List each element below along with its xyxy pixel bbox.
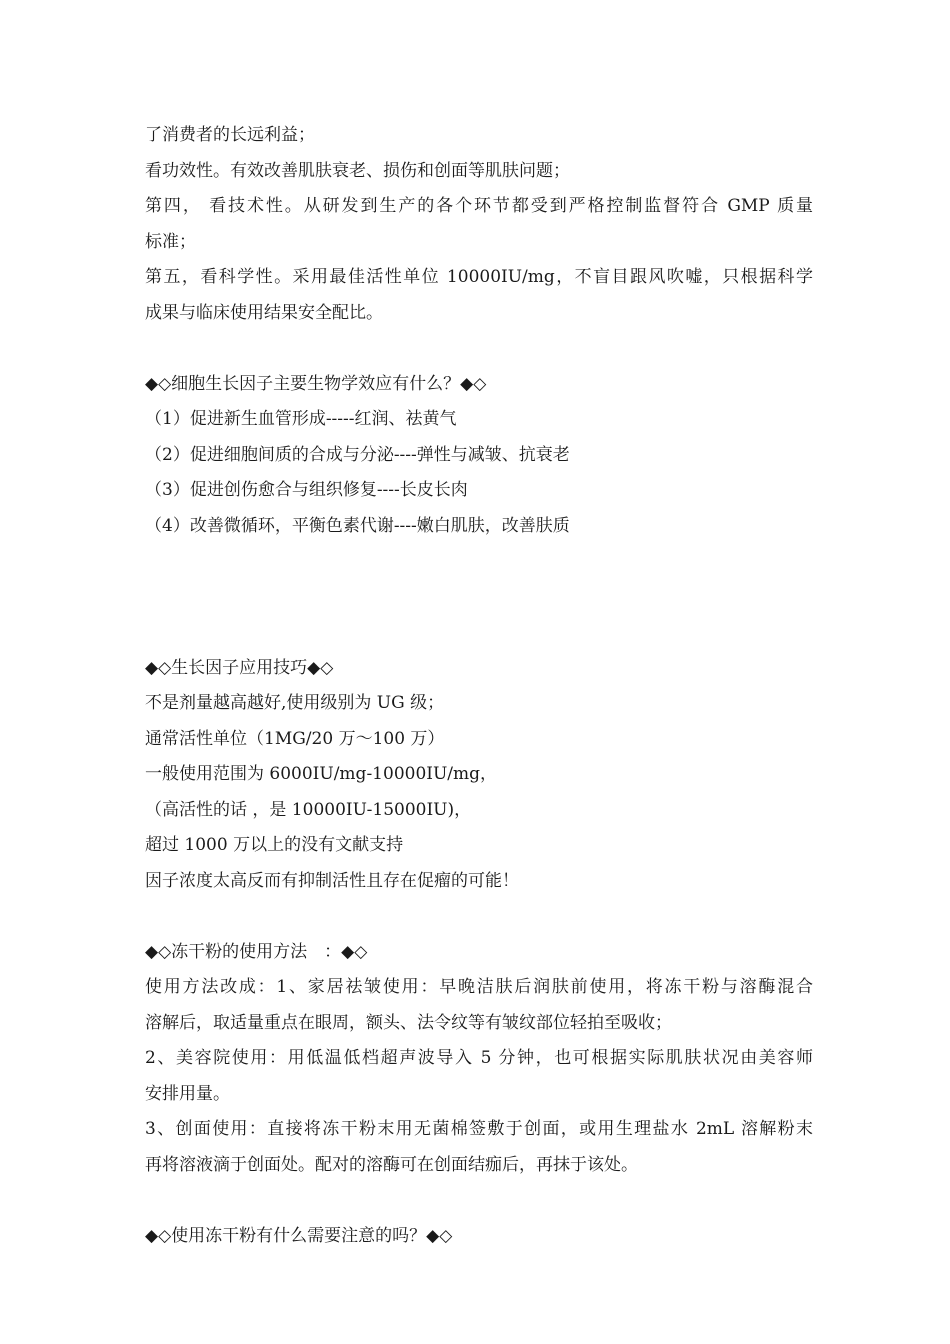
tips-line-6: 因子浓度太高反而有抑制活性且存在促瘤的可能！ (145, 870, 519, 891)
tips-line-3: 一般使用范围为 6000IU/mg-10000IU/mg， (145, 764, 498, 784)
usage-line-3: 2、美容院使用：用低温低档超声波导入 5 分钟，也可根据实际肌肤状况由美容师 (145, 1048, 813, 1068)
intro-line-2: 看功效性。有效改善肌肤衰老、损伤和创面等肌肤问题； (145, 160, 570, 181)
intro-line-1: 了消费者的长远利益； (145, 125, 315, 145)
spacer (145, 331, 813, 367)
document-page (145, 118, 813, 1254)
tips-line-2: 通常活性单位（1MG/20 万～100 万） (145, 728, 445, 749)
effects-item-2: （2）促进细胞间质的合成与分泌----弹性与减皱、抗衰老 (145, 444, 570, 465)
notes-heading: ◆◇使用冻干粉有什么需要注意的吗？◆◇ (145, 1225, 453, 1246)
effects-item-3: （3）促进创伤愈合与组织修复----长皮长肉 (145, 480, 468, 500)
usage-line-6: 再将溶液滴于创面处。配对的溶酶可在创面结痂后，再抹于该处。 (145, 1154, 638, 1175)
effects-item-4: （4）改善微循环，平衡色素代谢----嫩白肌肤，改善肤质 (145, 515, 570, 536)
intro-line-3: 第四， 看技术性。从研发到生产的各个环节都受到严格控制监督符合 GMP 质量 (145, 196, 813, 216)
spacer (145, 544, 813, 615)
usage-line-2: 溶解后，取适量重点在眼周，额头、法令纹等有皱纹部位轻拍至吸收； (145, 1012, 672, 1033)
effects-item-1: （1）促进新生血管形成-----红润、祛黄气 (145, 409, 457, 429)
tips-line-5: 超过 1000 万以上的没有文献支持 (145, 835, 404, 855)
spacer (145, 899, 813, 935)
spacer (145, 615, 813, 651)
usage-heading: ◆◇冻干粉的使用方法 ：◆◇ (145, 941, 368, 962)
intro-line-6: 成果与临床使用结果安全配比。 (145, 302, 383, 323)
tips-heading: ◆◇生长因子应用技巧◆◇ (145, 657, 334, 678)
intro-line-5: 第五，看科学性。采用最佳活性单位 10000IU/mg，不盲目跟风吹嘘，只根据科学 (145, 267, 813, 287)
intro-line-4: 标准； (145, 231, 196, 252)
usage-line-5: 3、创面使用：直接将冻干粉末用无菌棉签敷于创面，或用生理盐水 2mL 溶解粉末 (145, 1119, 813, 1139)
effects-heading: ◆◇细胞生长因子主要生物学效应有什么？◆◇ (145, 373, 487, 394)
tips-line-1: 不是剂量越高越好,使用级别为 UG 级； (145, 693, 445, 713)
spacer (145, 1183, 813, 1219)
tips-line-4: （高活性的话 ，是 10000IU-15000IU)， (145, 799, 472, 820)
usage-line-4: 安排用量。 (145, 1083, 230, 1104)
usage-line-1: 使用方法改成：1、家居祛皱使用：早晚洁肤后润肤前使用，将冻干粉与溶酶混合 (145, 977, 813, 997)
